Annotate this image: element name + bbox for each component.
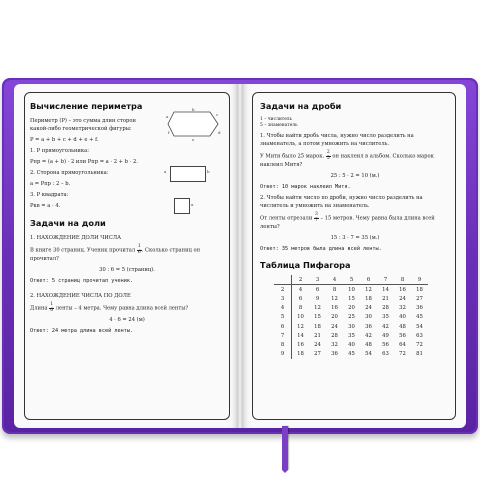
table-row xyxy=(274,304,428,313)
rule1-example: У Мити было 25 марок. $\frac{2}{5}$ он наклеил в альбом. Сколько марок наклеил Митя? xyxy=(260,150,434,169)
rule2-answer: Ответ: 35 метров была длина всей ленты. xyxy=(260,246,382,253)
table-cell: 8 xyxy=(274,341,292,350)
table-cell: 25 xyxy=(348,314,355,321)
hexagon-label: c xyxy=(216,112,219,117)
task2-fraction: $\frac{1}{6}$ xyxy=(50,302,54,313)
hexagon-label: a xyxy=(166,114,169,119)
table-cell: 40 xyxy=(399,314,406,321)
table-cell: 20 xyxy=(348,305,355,312)
hexagon-figure xyxy=(166,108,222,142)
table-cell: 7 xyxy=(377,275,394,285)
table-cell: 30 xyxy=(348,323,355,330)
ribbon-bookmark xyxy=(282,426,288,470)
table-cell: 20 xyxy=(331,314,338,321)
table-cell: 15 xyxy=(314,314,321,321)
perimeter-title: Вычисление периметра xyxy=(30,101,143,111)
table-cell: 36 xyxy=(365,323,372,330)
hexagon-label: f xyxy=(168,130,170,135)
table-cell: 35 xyxy=(348,332,355,339)
table-cell: 63 xyxy=(416,332,423,339)
table-cell: 2 xyxy=(274,285,292,295)
table-cell: 24 xyxy=(399,296,406,303)
table-row xyxy=(274,285,428,295)
table-cell: 8 xyxy=(332,286,337,293)
rule2-example: От ленты отрезали $\frac{3}{7}$ – 15 метров. Чему равна была длина всей ленты? xyxy=(260,212,435,231)
table-cell: 6 xyxy=(298,296,303,303)
table-cell: 64 xyxy=(399,342,406,349)
table-cell: 18 xyxy=(365,296,372,303)
table-cell: 12 xyxy=(331,296,338,303)
table-cell: 12 xyxy=(297,323,304,330)
rule1-fraction: $\frac{2}{5}$ xyxy=(326,150,330,161)
right-page-content xyxy=(260,100,450,359)
table-row xyxy=(274,331,428,340)
table-cell: 72 xyxy=(399,351,406,358)
rule2: 2. Чтобы найти число по дроби, нужно число разделить на числитель и умножить на знаменатель. xyxy=(260,195,423,210)
table-cell: 3 xyxy=(274,295,292,304)
pythagoras-table xyxy=(274,275,428,359)
table-cell: 24 xyxy=(314,342,321,349)
table-cell: 32 xyxy=(399,305,406,312)
table-cell: 36 xyxy=(416,305,423,312)
table-cell: 16 xyxy=(297,342,304,349)
square-figure xyxy=(174,198,190,214)
table-row xyxy=(274,341,428,350)
table-cell: 16 xyxy=(399,286,406,293)
table-cell: 7 xyxy=(274,331,292,340)
table-cell: 15 xyxy=(348,296,355,303)
square-item: 3. P квадрата: xyxy=(30,192,69,199)
table-cell: 24 xyxy=(365,305,372,312)
rectangle-figure xyxy=(170,166,206,182)
right-page xyxy=(242,84,466,428)
table-cell: 27 xyxy=(416,296,423,303)
table-cell: 12 xyxy=(365,286,372,293)
table-cell: 9 xyxy=(274,350,292,359)
table-cell: 36 xyxy=(331,351,338,358)
perimeter-intro: Периметр (P) – это сумма длин сторон какой-либо геометрической фигуры: xyxy=(30,117,136,132)
table-cell: 18 xyxy=(297,351,304,358)
left-page xyxy=(14,84,238,428)
table-cell: 18 xyxy=(314,323,321,330)
table-cell: 72 xyxy=(416,342,423,349)
table-cell: 6 xyxy=(360,275,377,285)
table-cell: 42 xyxy=(382,323,389,330)
task2-heading: 2. НАХОЖДЕНИЕ ЧИСЛА ПО ДОЛЕ xyxy=(30,293,131,300)
task2-calc: 4 · 6 = 24 (м) xyxy=(109,317,145,324)
rule2-calc: 15 : 3 · 7 = 35 (м.) xyxy=(330,235,380,242)
table-row xyxy=(274,295,428,304)
table-cell: 56 xyxy=(399,332,406,339)
table-cell: 9 xyxy=(411,275,428,285)
table-cell: 5 xyxy=(274,313,292,322)
table-cell: 21 xyxy=(382,296,389,303)
table-cell: 28 xyxy=(331,332,338,339)
table-cell: 10 xyxy=(348,286,355,293)
table-cell: 81 xyxy=(416,351,423,358)
hexagon-label: d xyxy=(218,130,221,135)
table-cell: 21 xyxy=(314,332,321,339)
rectangle-label-a: a xyxy=(164,169,167,174)
table-cell: 40 xyxy=(348,342,355,349)
table-cell: 63 xyxy=(382,351,389,358)
table-cell: 4 xyxy=(274,304,292,313)
table-cell: 48 xyxy=(365,342,372,349)
rectangle-side-formula: a = Pпр : 2 – b. xyxy=(30,181,71,188)
table-cell: 9 xyxy=(315,296,320,303)
table-cell xyxy=(274,275,292,285)
table-cell: 32 xyxy=(331,342,338,349)
table-cell: 16 xyxy=(331,305,338,312)
table-cell: 42 xyxy=(365,332,372,339)
table-cell: 35 xyxy=(382,314,389,321)
square-label: a xyxy=(191,202,194,207)
table-row xyxy=(274,350,428,359)
task1-heading: 1. НАХОЖДЕНИЕ ДОЛИ ЧИСЛА xyxy=(30,234,122,241)
table-cell: 8 xyxy=(394,275,411,285)
perimeter-formula: P = a + b + c + d + e + f. xyxy=(30,136,99,143)
table-header-row xyxy=(274,275,428,285)
table-cell: 27 xyxy=(314,351,321,358)
table-cell: 8 xyxy=(298,305,303,312)
task2-text: Длина $\frac{1}{6}$ ленты – 4 метра. Чему равна длина всей ленты? xyxy=(30,302,189,313)
table-cell: 6 xyxy=(274,322,292,331)
table-cell: 54 xyxy=(365,351,372,358)
table-cell: 10 xyxy=(297,314,304,321)
fractions-title: Задачи на дроби xyxy=(260,101,342,111)
task1-text: В книге 30 страниц. Ученик прочитал $\frac{1}{6}$ . Сколько страниц он прочитал? xyxy=(30,244,201,263)
table-cell: 14 xyxy=(297,332,304,339)
table-cell: 5 xyxy=(343,275,360,285)
rectangle-formula: Pпр = (a + b) · 2 или Pпр = a · 2 + b · 2. xyxy=(30,158,138,165)
rule2-fraction: $\frac{3}{7}$ xyxy=(314,212,318,223)
denominator-label: 5 – знаменатель xyxy=(260,123,298,129)
table-cell: 12 xyxy=(314,305,321,312)
rule1-answer: Ответ: 10 марок наклеил Митя. xyxy=(260,184,351,191)
task1-answer: Ответ: 5 страниц прочитал ученик. xyxy=(30,278,134,285)
hexagon-label: b xyxy=(192,108,195,112)
table-cell: 3 xyxy=(309,275,326,285)
square-formula: Pкв = a · 4. xyxy=(30,203,61,210)
table-cell: 4 xyxy=(298,286,303,293)
table-cell: 56 xyxy=(382,342,389,349)
table-cell: 30 xyxy=(365,314,372,321)
table-row xyxy=(274,322,428,331)
pythagoras-title: Таблица Пифагора xyxy=(260,259,351,270)
table-cell: 45 xyxy=(416,314,423,321)
table-cell: 48 xyxy=(399,323,406,330)
table-row xyxy=(274,313,428,322)
fractions-parts-title: Задачи на доли xyxy=(30,218,106,229)
table-cell: 18 xyxy=(416,286,423,293)
table-cell: 54 xyxy=(416,323,423,330)
rectangle-item: 1. P прямоугольника: xyxy=(30,147,89,154)
rule1: 1. Чтобы найти дробь числа, нужно число разделить на знаменатель, а потом умножить на числитель. xyxy=(260,132,414,147)
table-cell: 45 xyxy=(348,351,355,358)
table-cell: 14 xyxy=(382,286,389,293)
table-cell: 2 xyxy=(292,275,310,285)
rule1-calc: 25 : 5 · 2 = 10 (м.) xyxy=(330,173,380,180)
task2-answer: Ответ: 24 метра длина всей ленты. xyxy=(30,328,134,335)
hexagon-label: e xyxy=(192,137,195,142)
numerator-label: 1 – числитель xyxy=(260,116,292,122)
table-cell: 24 xyxy=(331,323,338,330)
table-cell: 28 xyxy=(382,305,389,312)
task1-calc: 30 : 6 = 5 (страниц). xyxy=(99,267,155,274)
rectangle-label-b: b xyxy=(207,169,210,174)
table-cell: 49 xyxy=(382,332,389,339)
table-cell: 6 xyxy=(315,286,320,293)
task1-fraction: $\frac{1}{6}$ xyxy=(137,244,141,255)
table-cell: 4 xyxy=(326,275,343,285)
fraction-legend xyxy=(260,117,450,130)
rectangle-side-item: 2. Сторона прямоугольника: xyxy=(30,170,109,177)
